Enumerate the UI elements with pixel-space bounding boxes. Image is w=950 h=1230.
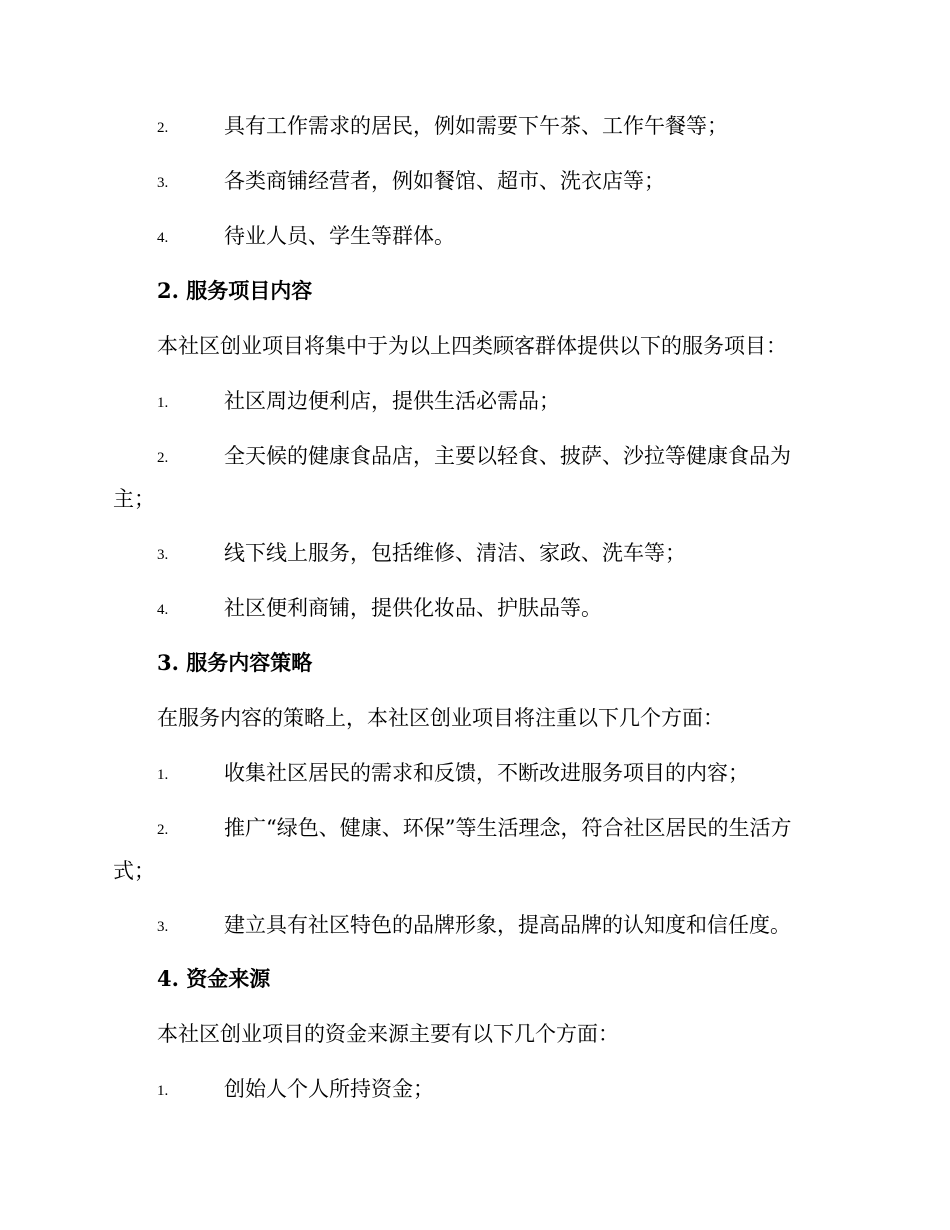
section-heading: 2. 服务项目内容: [157, 278, 313, 303]
list-item-text: 推广“绿色、健康、环保”等生活理念，符合社区居民的生活方: [224, 816, 792, 840]
list-number: 3.: [157, 919, 169, 935]
list-number: 4.: [157, 230, 169, 246]
list-item-text: 线下线上服务，包括维修、清洁、家政、洗车等；: [224, 541, 686, 565]
section-heading: 4. 资金来源: [157, 966, 271, 991]
list-number: 2.: [157, 120, 169, 136]
list-item-text: 待业人员、学生等群体。: [224, 224, 455, 248]
list-number: 1.: [157, 767, 169, 783]
list-item-text: 建立具有社区特色的品牌形象，提高品牌的认知度和信任度。: [224, 913, 791, 937]
list-number: 1.: [157, 1083, 169, 1099]
list-item-text: 具有工作需求的居民，例如需要下午茶、工作午餐等；: [224, 114, 728, 138]
list-item-continuation: 式；: [113, 859, 155, 883]
list-item-text: 收集社区居民的需求和反馈，不断改进服务项目的内容；: [224, 761, 749, 785]
list-item-text: 创始人个人所持资金；: [224, 1077, 434, 1101]
section-intro: 本社区创业项目将集中于为以上四类顾客群体提供以下的服务项目：: [157, 334, 787, 358]
list-number: 4.: [157, 602, 169, 618]
list-number: 2.: [157, 450, 169, 466]
list-number: 2.: [157, 822, 169, 838]
section-intro: 本社区创业项目的资金来源主要有以下几个方面：: [157, 1022, 619, 1046]
list-item-text: 全天候的健康食品店，主要以轻食、披萨、沙拉等健康食品为: [224, 444, 791, 468]
list-item-continuation: 主；: [113, 487, 155, 511]
list-number: 3.: [157, 175, 169, 191]
list-number: 1.: [157, 395, 169, 411]
list-item-text: 各类商铺经营者，例如餐馆、超市、洗衣店等；: [224, 169, 665, 193]
list-number: 3.: [157, 547, 169, 563]
section-heading: 3. 服务内容策略: [157, 650, 313, 675]
list-item-text: 社区周边便利店，提供生活必需品；: [224, 389, 560, 413]
list-item-text: 社区便利商铺，提供化妆品、护肤品等。: [224, 596, 602, 620]
section-intro: 在服务内容的策略上，本社区创业项目将注重以下几个方面：: [157, 706, 724, 730]
